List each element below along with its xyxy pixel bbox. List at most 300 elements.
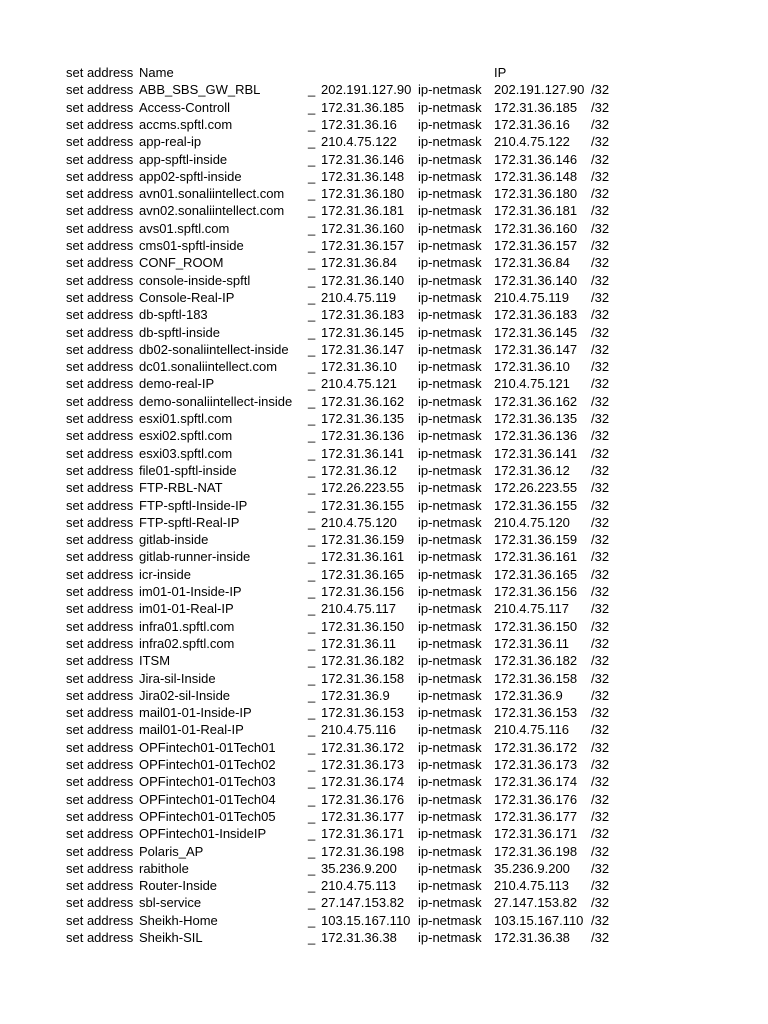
address-cell: 172.31.36.172 [321, 739, 405, 755]
separator-cell: _ [308, 341, 316, 357]
address-cell: 172.31.36.181 [321, 203, 405, 219]
address-cell: 172.31.36.159 [321, 532, 405, 548]
type-cell: ip-netmask [418, 393, 482, 409]
address-cell: 172.31.36.185 [321, 99, 405, 115]
table-row [0, 81, 768, 98]
command-cell: set address [66, 376, 134, 392]
address-cell: 172.31.36.173 [321, 757, 405, 772]
table-row [0, 151, 768, 168]
mask-cell: /32 [591, 912, 610, 928]
table-row [0, 375, 768, 392]
type-cell: ip-netmask [418, 601, 482, 617]
ip-cell: 210.4.75.117 [494, 601, 569, 617]
name-cell: OPFintech01-01Tech04 [139, 791, 276, 807]
separator-cell: _ [308, 186, 316, 202]
separator-cell: _ [308, 826, 316, 842]
ip-cell: 172.31.36.150 [494, 618, 578, 634]
mask-cell: /32 [591, 462, 610, 478]
address-cell: 210.4.75.116 [321, 722, 396, 738]
ip-cell: 172.31.36.156 [494, 584, 578, 599]
name-cell: esxi02.spftl.com [139, 428, 233, 444]
ip-cell: 172.31.36.162 [494, 393, 578, 409]
name-cell: avn01.sonaliintellect.com [139, 186, 285, 202]
table-row [0, 479, 768, 496]
command-cell: set address [66, 99, 134, 115]
command-cell: set address [66, 445, 134, 461]
separator-cell: _ [308, 116, 316, 132]
name-cell: avs01.spftl.com [139, 220, 230, 236]
type-cell: ip-netmask [418, 255, 482, 271]
command-cell: set address [66, 860, 134, 876]
command-cell: set address [66, 428, 134, 444]
separator-cell: _ [308, 220, 316, 236]
table-row [0, 566, 768, 583]
type-cell: ip-netmask [418, 618, 482, 634]
address-cell: 210.4.75.117 [321, 601, 396, 617]
command-cell: set address [66, 255, 134, 271]
mask-cell: /32 [591, 601, 610, 617]
command-cell: set address [66, 618, 134, 634]
separator-cell: _ [308, 860, 316, 876]
name-cell: db-spftl-183 [139, 307, 208, 323]
command-cell: set address [66, 843, 134, 859]
address-cell: 172.31.36.150 [321, 618, 405, 634]
ip-cell: 27.147.153.82 [494, 895, 578, 911]
header-row [0, 64, 768, 81]
command-cell: set address [66, 705, 134, 721]
command-cell: set address [66, 566, 134, 582]
header-command: set address [66, 65, 134, 80]
ip-cell: 172.31.36.38 [494, 930, 570, 945]
separator-cell: _ [308, 584, 316, 599]
address-cell: 172.31.36.171 [321, 826, 405, 842]
name-cell: ABB_SBS_GW_RBL [139, 82, 261, 98]
ip-cell: 172.31.36.11 [494, 635, 569, 651]
ip-cell: 172.31.36.136 [494, 428, 578, 444]
table-row [0, 133, 768, 150]
table-row [0, 185, 768, 202]
separator-cell: _ [308, 324, 316, 340]
ip-cell: 172.31.36.174 [494, 774, 578, 790]
mask-cell: /32 [591, 445, 610, 461]
table-row [0, 462, 768, 479]
ip-cell: 172.31.36.10 [494, 359, 570, 375]
name-cell: db-spftl-inside [139, 324, 220, 340]
mask-cell: /32 [591, 151, 610, 167]
address-cell: 172.31.36.155 [321, 497, 405, 513]
name-cell: mail01-01-Real-IP [139, 722, 244, 738]
ip-cell: 210.4.75.122 [494, 134, 570, 150]
command-cell: set address [66, 168, 134, 184]
separator-cell: _ [308, 670, 316, 686]
mask-cell: /32 [591, 203, 610, 219]
address-cell: 172.31.36.10 [321, 359, 397, 375]
command-cell: set address [66, 462, 134, 478]
type-cell: ip-netmask [418, 341, 482, 357]
mask-cell: /32 [591, 324, 610, 340]
address-cell: 172.31.36.156 [321, 584, 405, 599]
type-cell: ip-netmask [418, 878, 482, 894]
address-cell: 172.31.36.148 [321, 168, 405, 184]
name-cell: sbl-service [139, 895, 202, 911]
type-cell: ip-netmask [418, 739, 482, 755]
address-cell: 172.31.36.146 [321, 151, 405, 167]
mask-cell: /32 [591, 497, 610, 513]
separator-cell: _ [308, 635, 316, 651]
header-name: Name [139, 65, 174, 80]
type-cell: ip-netmask [418, 151, 482, 167]
ip-cell: 172.31.36.16 [494, 116, 570, 132]
table-row [0, 99, 768, 116]
ip-cell: 172.31.36.172 [494, 739, 578, 755]
type-cell: ip-netmask [418, 359, 482, 375]
separator-cell: _ [308, 480, 316, 496]
type-cell: ip-netmask [418, 584, 482, 599]
ip-cell: 210.4.75.113 [494, 878, 569, 894]
type-cell: ip-netmask [418, 497, 482, 513]
separator-cell: _ [308, 843, 316, 859]
address-cell: 172.31.36.160 [321, 220, 405, 236]
type-cell: ip-netmask [418, 532, 482, 548]
name-cell: app-spftl-inside [139, 151, 228, 167]
header-ip: IP [494, 65, 507, 80]
table-row [0, 739, 768, 756]
command-cell: set address [66, 411, 134, 426]
separator-cell: _ [308, 618, 316, 634]
type-cell: ip-netmask [418, 480, 482, 496]
separator-cell: _ [308, 376, 316, 392]
table-row [0, 410, 768, 427]
separator-cell: _ [308, 687, 316, 703]
name-cell: dc01.sonaliintellect.com [139, 359, 278, 375]
command-cell: set address [66, 774, 134, 790]
table-row [0, 358, 768, 375]
command-cell: set address [66, 757, 134, 772]
name-cell: gitlab-runner-inside [139, 549, 251, 565]
command-cell: set address [66, 895, 134, 911]
ip-cell: 210.4.75.119 [494, 289, 569, 305]
mask-cell: /32 [591, 774, 610, 790]
address-cell: 172.26.223.55 [321, 480, 405, 496]
table-row [0, 254, 768, 271]
ip-cell: 172.31.36.153 [494, 705, 578, 721]
name-cell: file01-spftl-inside [139, 462, 237, 478]
table-row [0, 116, 768, 133]
separator-cell: _ [308, 445, 316, 461]
address-cell: 172.31.36.198 [321, 843, 405, 859]
separator-cell: _ [308, 238, 316, 253]
type-cell: ip-netmask [418, 238, 482, 253]
address-cell: 172.31.36.16 [321, 116, 397, 132]
separator-cell: _ [308, 653, 316, 669]
table-row [0, 341, 768, 358]
table-row [0, 894, 768, 911]
name-cell: app02-spftl-inside [139, 168, 242, 184]
address-cell: 210.4.75.122 [321, 134, 397, 150]
separator-cell: _ [308, 255, 316, 271]
name-cell: db02-sonaliintellect-inside [139, 341, 289, 357]
table-row [0, 497, 768, 514]
table-row [0, 427, 768, 444]
separator-cell: _ [308, 791, 316, 807]
command-cell: set address [66, 324, 134, 340]
type-cell: ip-netmask [418, 272, 482, 288]
mask-cell: /32 [591, 808, 610, 824]
type-cell: ip-netmask [418, 705, 482, 721]
ip-cell: 210.4.75.116 [494, 722, 569, 738]
separator-cell: _ [308, 930, 316, 945]
address-cell: 172.31.36.153 [321, 705, 405, 721]
mask-cell: /32 [591, 584, 610, 599]
ip-cell: 103.15.167.110 [494, 912, 584, 928]
command-cell: set address [66, 116, 134, 132]
separator-cell: _ [308, 203, 316, 219]
command-cell: set address [66, 722, 134, 738]
type-cell: ip-netmask [418, 895, 482, 911]
name-cell: Polaris_AP [139, 843, 204, 859]
mask-cell: /32 [591, 860, 610, 876]
command-cell: set address [66, 341, 134, 357]
mask-cell: /32 [591, 843, 610, 859]
address-cell: 172.31.36.165 [321, 566, 405, 582]
command-cell: set address [66, 203, 134, 219]
command-cell: set address [66, 480, 134, 496]
address-cell: 172.31.36.176 [321, 791, 405, 807]
command-cell: set address [66, 878, 134, 894]
ip-cell: 172.31.36.161 [494, 549, 578, 565]
mask-cell: /32 [591, 307, 610, 323]
address-cell: 172.31.36.180 [321, 186, 405, 202]
address-cell: 172.31.36.162 [321, 393, 405, 409]
separator-cell: _ [308, 912, 316, 928]
command-cell: set address [66, 151, 134, 167]
type-cell: ip-netmask [418, 670, 482, 686]
type-cell: ip-netmask [418, 307, 482, 323]
table-row [0, 600, 768, 617]
address-cell: 172.31.36.38 [321, 930, 397, 945]
separator-cell: _ [308, 532, 316, 548]
type-cell: ip-netmask [418, 549, 482, 565]
table-row [0, 548, 768, 565]
mask-cell: /32 [591, 895, 610, 911]
table-row [0, 220, 768, 237]
command-cell: set address [66, 584, 134, 599]
name-cell: Jira-sil-Inside [139, 670, 216, 686]
mask-cell: /32 [591, 670, 610, 686]
address-cell: 172.31.36.158 [321, 670, 405, 686]
type-cell: ip-netmask [418, 462, 482, 478]
ip-cell: 172.31.36.140 [494, 272, 578, 288]
type-cell: ip-netmask [418, 324, 482, 340]
address-cell: 172.31.36.12 [321, 462, 397, 478]
type-cell: ip-netmask [418, 220, 482, 236]
address-cell: 27.147.153.82 [321, 895, 405, 911]
mask-cell: /32 [591, 411, 610, 426]
table-row [0, 704, 768, 721]
ip-cell: 172.31.36.173 [494, 757, 578, 772]
table-row [0, 583, 768, 600]
mask-cell: /32 [591, 255, 610, 271]
command-cell: set address [66, 134, 134, 150]
table-row [0, 272, 768, 289]
address-cell: 172.31.36.183 [321, 307, 405, 323]
name-cell: esxi01.spftl.com [139, 411, 233, 426]
ip-cell: 172.31.36.183 [494, 307, 578, 323]
command-cell: set address [66, 687, 134, 703]
command-cell: set address [66, 497, 134, 513]
separator-cell: _ [308, 757, 316, 772]
table-row [0, 808, 768, 825]
name-cell: FTP-spftl-Real-IP [139, 514, 240, 530]
address-cell: 202.191.127.90 [321, 82, 412, 98]
separator-cell: _ [308, 739, 316, 755]
address-cell: 172.31.36.145 [321, 324, 405, 340]
separator-cell: _ [308, 151, 316, 167]
name-cell: app-real-ip [139, 134, 202, 150]
ip-cell: 172.31.36.185 [494, 99, 578, 115]
name-cell: CONF_ROOM [139, 255, 224, 271]
mask-cell: /32 [591, 739, 610, 755]
type-cell: ip-netmask [418, 791, 482, 807]
ip-cell: 172.31.36.182 [494, 653, 578, 669]
type-cell: ip-netmask [418, 930, 482, 945]
type-cell: ip-netmask [418, 808, 482, 824]
name-cell: ITSM [139, 653, 171, 669]
ip-cell: 172.31.36.135 [494, 411, 578, 426]
ip-cell: 172.31.36.155 [494, 497, 578, 513]
ip-cell: 172.31.36.159 [494, 532, 578, 548]
table-row [0, 618, 768, 635]
ip-cell: 172.31.36.147 [494, 341, 578, 357]
mask-cell: /32 [591, 341, 610, 357]
ip-cell: 172.31.36.12 [494, 462, 570, 478]
table-row [0, 237, 768, 254]
address-cell: 172.31.36.141 [321, 445, 405, 461]
name-cell: demo-real-IP [139, 376, 215, 392]
type-cell: ip-netmask [418, 653, 482, 669]
name-cell: FTP-RBL-NAT [139, 480, 223, 496]
separator-cell: _ [308, 808, 316, 824]
separator-cell: _ [308, 99, 316, 115]
table-row [0, 306, 768, 323]
address-cell: 172.31.36.136 [321, 428, 405, 444]
command-cell: set address [66, 307, 134, 323]
command-cell: set address [66, 532, 134, 548]
type-cell: ip-netmask [418, 860, 482, 876]
separator-cell: _ [308, 601, 316, 617]
command-cell: set address [66, 791, 134, 807]
table-row [0, 791, 768, 808]
address-cell: 210.4.75.120 [321, 514, 397, 530]
table-row [0, 912, 768, 929]
name-cell: demo-sonaliintellect-inside [139, 393, 293, 409]
table-row [0, 324, 768, 341]
command-cell: set address [66, 514, 134, 530]
mask-cell: /32 [591, 878, 610, 894]
table-row [0, 773, 768, 790]
separator-cell: _ [308, 722, 316, 738]
ip-cell: 172.31.36.171 [494, 826, 578, 842]
type-cell: ip-netmask [418, 912, 482, 928]
ip-cell: 172.31.36.146 [494, 151, 578, 167]
type-cell: ip-netmask [418, 687, 482, 703]
address-cell: 172.31.36.11 [321, 635, 396, 651]
type-cell: ip-netmask [418, 843, 482, 859]
separator-cell: _ [308, 134, 316, 150]
mask-cell: /32 [591, 653, 610, 669]
table-row [0, 652, 768, 669]
address-cell: 210.4.75.113 [321, 878, 396, 894]
mask-cell: /32 [591, 722, 610, 738]
table-row [0, 687, 768, 704]
mask-cell: /32 [591, 566, 610, 582]
ip-cell: 202.191.127.90 [494, 82, 585, 98]
type-cell: ip-netmask [418, 203, 482, 219]
separator-cell: _ [308, 514, 316, 530]
table-row [0, 514, 768, 531]
mask-cell: /32 [591, 791, 610, 807]
table-row [0, 445, 768, 462]
command-cell: set address [66, 272, 134, 288]
type-cell: ip-netmask [418, 82, 482, 98]
mask-cell: /32 [591, 376, 610, 392]
mask-cell: /32 [591, 168, 610, 184]
type-cell: ip-netmask [418, 566, 482, 582]
name-cell: cms01-spftl-inside [139, 238, 244, 253]
separator-cell: _ [308, 895, 316, 911]
mask-cell: /32 [591, 757, 610, 772]
table-row [0, 670, 768, 687]
mask-cell: /32 [591, 359, 610, 375]
type-cell: ip-netmask [418, 826, 482, 842]
type-cell: ip-netmask [418, 514, 482, 530]
command-cell: set address [66, 670, 134, 686]
ip-cell: 172.31.36.141 [494, 445, 578, 461]
separator-cell: _ [308, 307, 316, 323]
address-cell: 103.15.167.110 [321, 912, 411, 928]
separator-cell: _ [308, 549, 316, 565]
mask-cell: /32 [591, 705, 610, 721]
ip-cell: 172.31.36.198 [494, 843, 578, 859]
command-cell: set address [66, 808, 134, 824]
address-cell: 172.31.36.174 [321, 774, 405, 790]
table-row [0, 825, 768, 842]
separator-cell: _ [308, 359, 316, 375]
table-row [0, 721, 768, 738]
ip-cell: 172.31.36.9 [494, 687, 563, 703]
command-cell: set address [66, 393, 134, 409]
separator-cell: _ [308, 462, 316, 478]
type-cell: ip-netmask [418, 134, 482, 150]
mask-cell: /32 [591, 930, 610, 945]
ip-cell: 172.31.36.180 [494, 186, 578, 202]
ip-cell: 172.31.36.176 [494, 791, 578, 807]
separator-cell: _ [308, 289, 316, 305]
mask-cell: /32 [591, 220, 610, 236]
separator-cell: _ [308, 566, 316, 582]
address-cell: 35.236.9.200 [321, 860, 397, 876]
command-cell: set address [66, 826, 134, 842]
mask-cell: /32 [591, 116, 610, 132]
ip-cell: 172.31.36.157 [494, 238, 578, 253]
ip-cell: 210.4.75.120 [494, 514, 570, 530]
mask-cell: /32 [591, 532, 610, 548]
ip-cell: 172.31.36.145 [494, 324, 578, 340]
name-cell: esxi03.spftl.com [139, 445, 233, 461]
ip-cell: 172.31.36.148 [494, 168, 578, 184]
name-cell: FTP-spftl-Inside-IP [139, 497, 248, 513]
name-cell: accms.spftl.com [139, 116, 233, 132]
